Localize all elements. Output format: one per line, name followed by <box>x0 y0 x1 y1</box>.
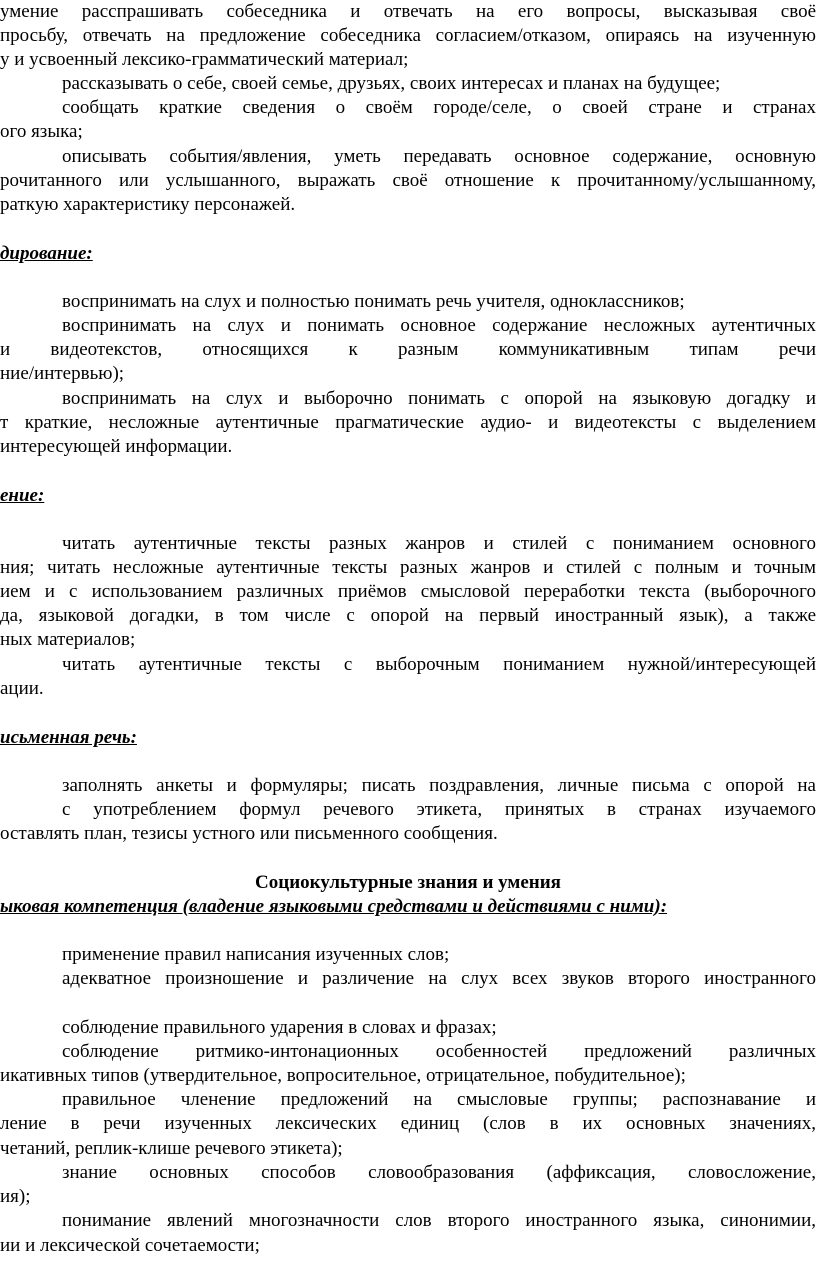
text-line: читать аутентичные тексты разных жанров и стилей с пониманием основного <box>62 533 816 554</box>
section-heading-listening: дирование: <box>0 243 93 264</box>
text-line: ние/интервью); <box>0 363 125 384</box>
text-line: ии и лексической сочетаемости; <box>0 1235 260 1256</box>
text-line: рассказывать о себе, своей семье, друзьях, своих интересах и планах на будущее; <box>62 73 721 94</box>
text-line: соблюдение ритмико-интонационных особенностей предложений различных <box>62 1041 816 1062</box>
text-line: да, языковой догадки, в том числе с опорой на первый иностранный язык), а также <box>0 605 816 626</box>
section-heading-language-competence: ыковая компетенция (владение языковыми средствами и действиями с ними): <box>0 896 668 917</box>
text-line: у и усвоенный лексико-грамматический материал; <box>0 49 409 70</box>
text-line: икативных типов (утвердительное, вопросительное, отрицательное, побудительное); <box>0 1065 686 1086</box>
text-line: раткую характеристику персонажей. <box>0 194 296 215</box>
text-line: просьбу, отвечать на предложение собеседника согласием/отказом, опираясь на изученную <box>0 25 816 46</box>
text-line: соблюдение правильного ударения в словах и фразах; <box>62 1017 497 1038</box>
text-line: воспринимать на слух и полностью понимать речь учителя, одноклассников; <box>62 291 685 312</box>
text-line: четаний, реплик-клише речевого этикета); <box>0 1138 343 1159</box>
text-line: интересующей информации. <box>0 436 233 457</box>
text-line: правильное членение предложений на смысловые группы; распознавание и <box>62 1089 816 1110</box>
text-line: ием и с использованием различных приёмов смысловой переработки текста (выборочного <box>0 581 816 602</box>
section-heading-reading: ение: <box>0 485 45 506</box>
text-line: применение правил написания изученных слов; <box>62 944 450 965</box>
section-title-sociocultural: Социокультурные знания и умения <box>255 872 561 893</box>
text-line: ния; читать несложные аутентичные тексты разных жанров и стилей с полным и точным <box>0 557 816 578</box>
text-line: оставлять план, тезисы устного или письменного сообщения. <box>0 823 498 844</box>
text-line: воспринимать на слух и понимать основное содержание несложных аутентичных <box>62 315 816 336</box>
text-line: читать аутентичные тексты с выборочным пониманием нужной/интересующей <box>62 654 816 675</box>
text-line: рочитанного или услышанного, выражать своё отношение к прочитанному/услышанному, <box>0 170 816 191</box>
text-line: умение расспрашивать собеседника и отвечать на его вопросы, высказывая своё <box>0 1 816 22</box>
text-line: заполнять анкеты и формуляры; писать поздравления, личные письма с опорой на <box>62 775 816 796</box>
text-line: ого языка; <box>0 121 83 142</box>
section-heading-writing: исьменная речь: <box>0 727 137 748</box>
text-line: ации. <box>0 678 44 699</box>
text-line: сообщать краткие сведения о своём городе/селе, о своей стране и странах <box>62 97 816 118</box>
text-line: понимание явлений многозначности слов второго иностранного языка, синонимии, <box>62 1210 816 1231</box>
text-line: ление в речи изученных лексических единиц (слов в их основных значениях, <box>0 1113 816 1134</box>
text-line: описывать события/явления, уметь передавать основное содержание, основную <box>62 146 816 167</box>
text-line: и видеотекстов, относящихся к разным коммуникативным типам речи <box>0 339 816 360</box>
text-line: знание основных способов словообразования (аффиксация, словосложение, <box>62 1162 816 1183</box>
text-line: с употреблением формул речевого этикета, принятых в странах изучаемого <box>62 799 816 820</box>
text-line: воспринимать на слух и выборочно понимать с опорой на языковую догадку и <box>62 388 816 409</box>
text-line: адекватное произношение и различение на слух всех звуков второго иностранного <box>62 968 816 989</box>
text-line: ных материалов; <box>0 629 136 650</box>
text-line: ия); <box>0 1186 31 1207</box>
text-line: т краткие, несложные аутентичные прагматические аудио- и видеотексты с выделением <box>0 412 816 433</box>
